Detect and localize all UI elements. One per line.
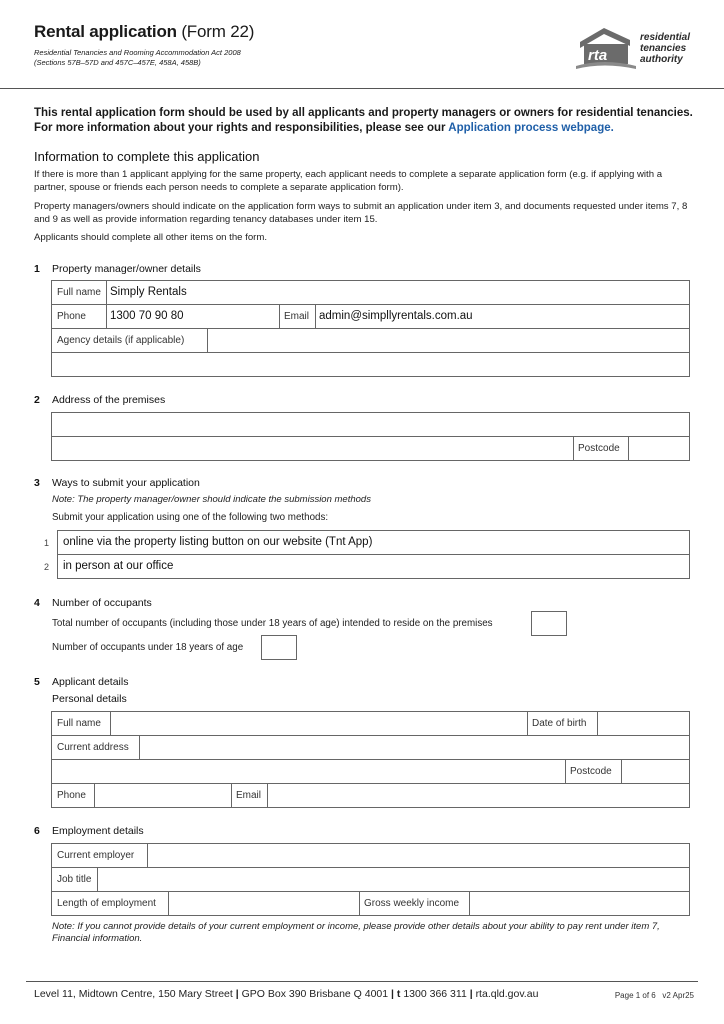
header-divider: [0, 88, 724, 89]
employment-length-row: [52, 892, 689, 916]
applicant-name-label: Full name: [57, 718, 101, 729]
agency-row-2[interactable]: [52, 353, 689, 377]
applicant-phone-label: Phone: [57, 790, 86, 801]
footer-website[interactable]: rta.qld.gov.au: [475, 988, 539, 1000]
form-header: [34, 22, 694, 92]
total-occupants-label: Total number of occupants (including those under 18 years of age) intended to reside on the premises: [52, 618, 493, 629]
full-name-field[interactable]: Simply Rentals: [110, 286, 187, 298]
applicant-email-label: Email: [236, 790, 262, 801]
method-2-number: 2: [44, 562, 50, 572]
logo-text: residential tenancies authority: [640, 32, 691, 65]
address-line-2: [52, 437, 689, 461]
info-paragraph-2: Property managers/owners should indicate on the application form ways to submit an application under item 3, and documents requested under items 7, 8 and 9 as well as provide information regarding tenancy databases under item 15.: [34, 201, 688, 225]
current-address-field-2[interactable]: [52, 760, 564, 784]
applicant-phone-field[interactable]: [96, 784, 230, 808]
rta-logo: [574, 24, 694, 70]
house-logo-icon: [574, 24, 638, 70]
dob-label: Date of birth: [532, 718, 587, 729]
method-1-row: [58, 531, 689, 555]
email-label: Email: [284, 311, 310, 322]
submission-methods-table: [57, 530, 690, 579]
full-name-label: Full name: [57, 287, 101, 298]
info-heading: Information to complete this application: [34, 149, 260, 164]
property-manager-table: [51, 280, 690, 377]
employer-row: [52, 844, 689, 868]
email-field[interactable]: admin@simpllyrentals.com.au: [319, 310, 473, 322]
employer-label: Current employer: [57, 850, 135, 861]
applicant-postcode-label: Postcode: [570, 766, 612, 777]
dob-field[interactable]: [599, 712, 689, 736]
employer-field[interactable]: [149, 844, 689, 868]
svg-text:rta: rta: [588, 47, 608, 64]
footer-po-box: GPO Box 390 Brisbane Q 4001: [241, 988, 389, 1000]
employment-details-table: [51, 843, 690, 916]
page-info: [615, 991, 694, 1000]
under18-occupants-field[interactable]: [261, 635, 297, 660]
applicant-details-table: [51, 711, 690, 808]
job-title-row: [52, 868, 689, 892]
current-address-row-2: [52, 760, 689, 784]
section-3-heading: 3 Ways to submit your application: [34, 477, 200, 489]
employment-length-field[interactable]: [170, 892, 358, 916]
application-process-link[interactable]: Application process webpage.: [448, 122, 614, 134]
applicant-name-row: [52, 712, 689, 736]
employment-length-label: Length of employment: [57, 898, 156, 909]
full-name-row: [52, 281, 689, 305]
applicant-contact-row: [52, 784, 689, 808]
postcode-field[interactable]: [630, 437, 688, 461]
form-version: v2 Apr25: [662, 991, 694, 1000]
section-4-heading: 4 Number of occupants: [34, 597, 152, 609]
agency-field[interactable]: [211, 329, 681, 353]
section-6-heading: 6 Employment details: [34, 825, 144, 837]
address-line-1[interactable]: [52, 413, 689, 437]
under18-occupants-label: Number of occupants under 18 years of age: [52, 642, 244, 653]
legislation-reference: Residential Tenancies and Rooming Accommodation Act 2008 (Sections 57B–57D and 457C–457E, 458A, 458B): [34, 48, 241, 67]
applicant-postcode-field[interactable]: [623, 760, 689, 784]
section-5-heading: 5 Applicant details: [34, 676, 129, 688]
footer-phone: 1300 366 311: [403, 988, 467, 1000]
form-number: (Form 22): [181, 22, 255, 41]
section-1-heading: 1 Property manager/owner details: [34, 263, 201, 275]
intro-text: This rental application form should be used by all applicants and property managers or owners for residential tenancies. For more information about your rights and responsibilities, please see our Application process webpage.: [34, 107, 693, 134]
footer-address: Level 11, Midtown Centre, 150 Mary Street: [34, 988, 233, 1000]
phone-row: [52, 305, 689, 329]
method-2-row: [58, 555, 689, 579]
phone-label: Phone: [57, 311, 86, 322]
postcode-label: Postcode: [578, 443, 620, 454]
gross-income-field[interactable]: [471, 892, 689, 916]
footer-contact: Level 11, Midtown Centre, 150 Mary Street | GPO Box 390 Brisbane Q 4001 | t 1300 366 311 | rta.qld.gov.au: [34, 988, 539, 1000]
info-paragraph-1: If there is more than 1 applicant applying for the same property, each applicant needs to complete a separate application form (e.g. if applying with a partner, spouse or friends each person needs to complete a separate application form).: [34, 169, 663, 193]
method-1-field[interactable]: online via the property listing button on our website (Tnt App): [63, 536, 373, 548]
method-1-number: 1: [44, 538, 50, 548]
current-address-field[interactable]: [141, 736, 689, 760]
current-address-label: Current address: [57, 742, 129, 753]
personal-details-subheading: Personal details: [52, 693, 127, 705]
footer-divider: [26, 981, 698, 982]
agency-row: [52, 329, 689, 353]
info-paragraph-3: Applicants should complete all other items on the form.: [34, 232, 268, 243]
employment-note: Note: If you cannot provide details of your current employment or income, please provide other details about your ability to pay rent under item 7, Financial information.: [52, 921, 660, 944]
applicant-name-field[interactable]: [112, 712, 526, 736]
method-2-field[interactable]: in person at our office: [63, 560, 174, 572]
total-occupants-field[interactable]: [531, 611, 567, 636]
submission-note: Note: The property manager/owner should indicate the submission methods: [52, 494, 371, 505]
agency-label: Agency details (if applicable): [57, 335, 185, 346]
current-address-row: [52, 736, 689, 760]
submission-instruction: Submit your application using one of the following two methods:: [52, 512, 329, 523]
job-title-label: Job title: [57, 874, 92, 885]
section-2-heading: 2 Address of the premises: [34, 394, 166, 406]
form-title: Rental application (Form 22): [34, 22, 255, 41]
phone-field[interactable]: 1300 70 90 80: [110, 310, 184, 322]
gross-income-label: Gross weekly income: [364, 898, 460, 909]
page-number: Page 1 of 6: [614, 991, 656, 1000]
applicant-email-field[interactable]: [269, 784, 689, 808]
job-title-field[interactable]: [99, 868, 689, 892]
premises-address-table: [51, 412, 690, 461]
address-field-2[interactable]: [52, 437, 572, 461]
